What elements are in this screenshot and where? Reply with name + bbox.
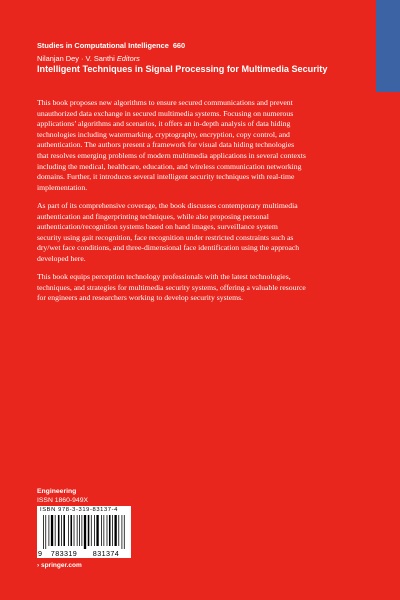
barcode-bar [70,515,72,546]
barcode-bar [124,515,125,549]
barcode-bar [61,515,62,546]
barcode-bar [107,515,108,546]
blurb-paragraph-3: This book equips perception technology professionals with the latest technologies, techniques, and strategies for multimedia security systems, offering a valuable resource for engineers and researchers working to develop security systems. [37,272,306,303]
barcode-bar [94,515,95,546]
editors-line [37,54,367,63]
barcode-bar [84,515,86,549]
barcode-bar [74,515,75,546]
barcode-bar [45,515,46,549]
editor-role: Editors [116,54,140,63]
barcode-bar [81,515,82,546]
series-volume: 660 [172,41,186,50]
barcode-bar [109,515,111,546]
barcode-bar [103,515,104,546]
issn: ISSN 1860-949X [37,497,89,504]
barcode-bar [55,515,56,546]
isbn-digits: 9 783319 831374 [38,549,120,558]
barcode-bar [49,515,50,546]
series-name: Studies in Computational Intelligence [37,41,169,50]
barcode-bar [91,515,92,546]
barcode-bar [118,515,119,546]
subject-category: Engineering [37,488,77,495]
editor-names: Nilanjan Dey · V. Santhi [37,54,115,63]
barcode-bar [112,515,113,546]
isbn-barcode [37,506,131,558]
barcode-bar [96,515,98,546]
publisher-website: › springer.com [37,562,82,569]
barcode-bar [77,515,78,546]
book-title: Intelligent Techniques in Signal Processing for Multimedia Security [37,64,328,74]
series-line [37,41,367,50]
barcode-bar [68,515,69,546]
blurb-paragraph-1: This book proposes new algorithms to ensure secured communications and prevent unauthorized data exchange in secured multimedia systems. Focusing on numerous applications’ algorithms and scenarios, it offers an in-depth analysis of data hiding technologies including watermarking, cryptography, encryption, copy control, and authentication. The authors present a framework for visual data hiding technologies that resolves emerging problems of modern multimedia applications in several contexts including the medical, healthcare, education, and wireless communication networking domains. Further, it introduces several intelligent security techniques with real-time implementation. [37,98,306,192]
barcode-bar [122,515,123,549]
blurb [37,98,367,311]
series-color-stripe [376,0,400,92]
barcode-bar [88,515,90,546]
barcode-bar [58,515,60,546]
barcode-bar [101,515,102,546]
isbn-label: ISBN 978-3-319-83137-4 [40,507,118,513]
barcode-bars [43,515,125,549]
barcode-bar [63,515,65,546]
barcode-bar [43,515,44,549]
blurb-paragraph-2: As part of its comprehensive coverage, the book discusses contemporary multimedia authentication and fingerprinting techniques, while also proposing personal authentication/recognition systems based on hand images, surveillance system security using gait recognition, face recognition under restricted constraints such as dry/wet face conditions, and three-dimensional face identification using the approach developed here. [37,200,300,263]
barcode-bar [79,515,80,546]
barcode-bar [114,515,116,546]
barcode-bar [51,515,53,546]
